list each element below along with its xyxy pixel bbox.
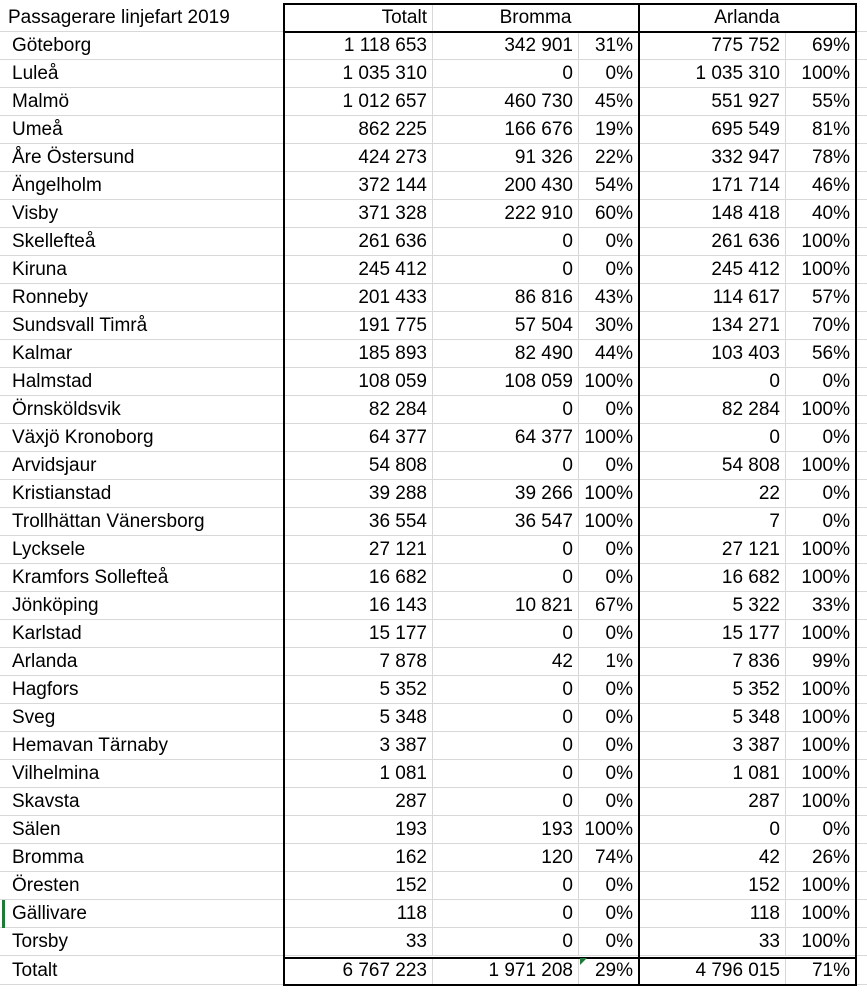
total-cell[interactable]: 36 554 bbox=[284, 508, 433, 536]
bromma-cell[interactable]: 0 bbox=[433, 704, 579, 732]
airport-name-cell[interactable]: Sälen bbox=[0, 816, 284, 844]
totals-bromma-cell[interactable]: 1 971 208 bbox=[433, 957, 579, 985]
bromma-pct-cell[interactable]: 0% bbox=[579, 732, 639, 760]
bromma-pct-cell[interactable]: 31% bbox=[579, 32, 639, 60]
total-cell[interactable]: 54 808 bbox=[284, 452, 433, 480]
total-cell[interactable]: 287 bbox=[284, 788, 433, 816]
table-row bbox=[0, 620, 867, 648]
empty-cell[interactable] bbox=[856, 844, 867, 872]
airport-name-cell[interactable]: Kiruna bbox=[0, 256, 284, 284]
total-cell[interactable]: 16 682 bbox=[284, 564, 433, 592]
totals-arlanda-pct-cell[interactable]: 71% bbox=[786, 957, 856, 985]
total-cell[interactable]: 27 121 bbox=[284, 536, 433, 564]
empty-cell[interactable] bbox=[856, 732, 867, 760]
airport-name-cell[interactable]: Öresten bbox=[0, 872, 284, 900]
total-cell[interactable]: 1 035 310 bbox=[284, 60, 433, 88]
arlanda-pct-cell[interactable]: 100% bbox=[786, 732, 856, 760]
total-cell[interactable]: 245 412 bbox=[284, 256, 433, 284]
table-row bbox=[0, 368, 867, 396]
empty-cell[interactable] bbox=[856, 396, 867, 424]
bromma-pct-cell[interactable]: 0% bbox=[579, 396, 639, 424]
arlanda-cell[interactable]: 0 bbox=[639, 368, 786, 396]
airport-name-cell[interactable]: Jönköping bbox=[0, 592, 284, 620]
total-cell[interactable]: 108 059 bbox=[284, 368, 433, 396]
arlanda-cell[interactable]: 261 636 bbox=[639, 228, 786, 256]
table-row bbox=[0, 284, 867, 312]
table-row bbox=[0, 508, 867, 536]
table-row bbox=[0, 228, 867, 256]
arlanda-cell[interactable]: 148 418 bbox=[639, 200, 786, 228]
bromma-cell[interactable]: 82 490 bbox=[433, 340, 579, 368]
bromma-cell[interactable]: 0 bbox=[433, 788, 579, 816]
bromma-cell[interactable]: 0 bbox=[433, 256, 579, 284]
arlanda-pct-cell[interactable]: 100% bbox=[786, 676, 856, 704]
bromma-cell[interactable]: 0 bbox=[433, 872, 579, 900]
totals-bottom-border bbox=[284, 984, 856, 986]
bromma-cell[interactable]: 108 059 bbox=[433, 368, 579, 396]
table-row bbox=[0, 32, 867, 60]
arlanda-pct-cell[interactable]: 100% bbox=[786, 620, 856, 648]
empty-cell[interactable] bbox=[856, 816, 867, 844]
arlanda-pct-cell[interactable]: 46% bbox=[786, 172, 856, 200]
empty-cell[interactable] bbox=[856, 368, 867, 396]
arlanda-pct-cell[interactable]: 100% bbox=[786, 872, 856, 900]
bromma-cell[interactable]: 0 bbox=[433, 536, 579, 564]
arlanda-pct-cell[interactable]: 99% bbox=[786, 648, 856, 676]
table-row bbox=[0, 424, 867, 452]
middle-border bbox=[638, 3, 640, 986]
bromma-cell[interactable]: 0 bbox=[433, 620, 579, 648]
bromma-pct-cell[interactable]: 22% bbox=[579, 144, 639, 172]
arlanda-pct-cell[interactable]: 100% bbox=[786, 788, 856, 816]
airport-name-cell[interactable]: Kristianstad bbox=[0, 480, 284, 508]
arlanda-cell[interactable]: 287 bbox=[639, 788, 786, 816]
empty-cell[interactable] bbox=[856, 648, 867, 676]
table-row bbox=[0, 88, 867, 116]
bromma-cell[interactable]: 91 326 bbox=[433, 144, 579, 172]
airport-name-cell[interactable]: Vilhelmina bbox=[0, 760, 284, 788]
arlanda-cell[interactable]: 0 bbox=[639, 816, 786, 844]
bromma-cell[interactable]: 39 266 bbox=[433, 480, 579, 508]
arlanda-cell[interactable]: 118 bbox=[639, 900, 786, 928]
arlanda-cell[interactable]: 3 387 bbox=[639, 732, 786, 760]
bromma-header-cell[interactable]: Bromma bbox=[433, 4, 639, 32]
arlanda-pct-cell[interactable]: 78% bbox=[786, 144, 856, 172]
arlanda-cell[interactable]: 16 682 bbox=[639, 564, 786, 592]
total-cell[interactable]: 5 348 bbox=[284, 704, 433, 732]
total-cell[interactable]: 261 636 bbox=[284, 228, 433, 256]
airport-name-cell[interactable]: Ängelholm bbox=[0, 172, 284, 200]
total-cell[interactable]: 15 177 bbox=[284, 620, 433, 648]
bromma-pct-cell[interactable]: 0% bbox=[579, 788, 639, 816]
airport-name-cell[interactable]: Umeå bbox=[0, 116, 284, 144]
airport-name-cell[interactable]: Skavsta bbox=[0, 788, 284, 816]
bromma-cell[interactable]: 0 bbox=[433, 228, 579, 256]
bromma-cell[interactable]: 0 bbox=[433, 900, 579, 928]
airport-name-cell[interactable]: Växjö Kronoborg bbox=[0, 424, 284, 452]
airport-name-cell[interactable]: Sveg bbox=[0, 704, 284, 732]
table-row bbox=[0, 340, 867, 368]
table-row bbox=[0, 144, 867, 172]
empty-cell[interactable] bbox=[856, 256, 867, 284]
bromma-pct-cell[interactable]: 54% bbox=[579, 172, 639, 200]
empty-cell[interactable] bbox=[856, 480, 867, 508]
empty-cell[interactable] bbox=[856, 424, 867, 452]
bromma-pct-cell[interactable]: 74% bbox=[579, 844, 639, 872]
table-row bbox=[0, 816, 867, 844]
bromma-pct-cell[interactable]: 0% bbox=[579, 256, 639, 284]
airport-name-cell[interactable]: Göteborg bbox=[0, 32, 284, 60]
table-row bbox=[0, 536, 867, 564]
left-border bbox=[283, 3, 285, 986]
bromma-pct-cell[interactable]: 0% bbox=[579, 928, 639, 956]
arlanda-pct-cell[interactable]: 100% bbox=[786, 704, 856, 732]
arlanda-pct-cell[interactable]: 0% bbox=[786, 480, 856, 508]
total-cell[interactable]: 1 012 657 bbox=[284, 88, 433, 116]
arlanda-cell[interactable]: 27 121 bbox=[639, 536, 786, 564]
total-cell[interactable]: 16 143 bbox=[284, 592, 433, 620]
arlanda-cell[interactable]: 245 412 bbox=[639, 256, 786, 284]
empty-cell[interactable] bbox=[856, 676, 867, 704]
empty-cell[interactable] bbox=[856, 200, 867, 228]
total-cell[interactable]: 372 144 bbox=[284, 172, 433, 200]
table-row bbox=[0, 116, 867, 144]
arlanda-cell[interactable]: 775 752 bbox=[639, 32, 786, 60]
airport-name-cell[interactable]: Malmö bbox=[0, 88, 284, 116]
total-cell[interactable]: 185 893 bbox=[284, 340, 433, 368]
airport-name-cell[interactable]: Ronneby bbox=[0, 284, 284, 312]
arlanda-cell[interactable]: 551 927 bbox=[639, 88, 786, 116]
bromma-pct-cell[interactable]: 0% bbox=[579, 676, 639, 704]
arlanda-pct-cell[interactable]: 0% bbox=[786, 508, 856, 536]
bromma-cell[interactable]: 42 bbox=[433, 648, 579, 676]
bromma-pct-cell[interactable]: 1% bbox=[579, 648, 639, 676]
empty-cell[interactable] bbox=[856, 60, 867, 88]
arlanda-cell[interactable]: 1 035 310 bbox=[639, 60, 786, 88]
total-cell[interactable]: 201 433 bbox=[284, 284, 433, 312]
totals-row bbox=[0, 957, 867, 985]
table-row bbox=[0, 256, 867, 284]
airport-name-cell[interactable]: Sundsvall Timrå bbox=[0, 312, 284, 340]
table-row bbox=[0, 704, 867, 732]
total-cell[interactable]: 862 225 bbox=[284, 116, 433, 144]
bromma-cell[interactable]: 0 bbox=[433, 60, 579, 88]
row-selection-marker bbox=[2, 900, 5, 928]
bromma-pct-cell[interactable]: 0% bbox=[579, 564, 639, 592]
arlanda-cell[interactable]: 0 bbox=[639, 424, 786, 452]
arlanda-pct-cell[interactable]: 100% bbox=[786, 564, 856, 592]
error-indicator-icon bbox=[580, 958, 587, 965]
bromma-cell[interactable]: 200 430 bbox=[433, 172, 579, 200]
arlanda-cell[interactable]: 33 bbox=[639, 928, 786, 956]
empty-cell[interactable] bbox=[856, 592, 867, 620]
table-row bbox=[0, 172, 867, 200]
arlanda-pct-cell[interactable]: 0% bbox=[786, 424, 856, 452]
bromma-pct-cell[interactable]: 0% bbox=[579, 228, 639, 256]
totals-top-border bbox=[284, 957, 856, 959]
empty-cell[interactable] bbox=[856, 928, 867, 956]
bromma-pct-cell[interactable]: 0% bbox=[579, 872, 639, 900]
bromma-pct-cell[interactable]: 100% bbox=[579, 368, 639, 396]
empty-cell[interactable] bbox=[856, 312, 867, 340]
arlanda-pct-cell[interactable]: 100% bbox=[786, 256, 856, 284]
bromma-pct-cell[interactable]: 43% bbox=[579, 284, 639, 312]
arlanda-pct-cell[interactable]: 55% bbox=[786, 88, 856, 116]
bromma-cell[interactable]: 0 bbox=[433, 564, 579, 592]
total-cell[interactable]: 152 bbox=[284, 872, 433, 900]
arlanda-pct-cell[interactable]: 100% bbox=[786, 452, 856, 480]
bromma-cell[interactable]: 57 504 bbox=[433, 312, 579, 340]
total-cell[interactable]: 1 081 bbox=[284, 760, 433, 788]
arlanda-cell[interactable]: 5 352 bbox=[639, 676, 786, 704]
airport-name-cell[interactable]: Skellefteå bbox=[0, 228, 284, 256]
bromma-pct-cell[interactable]: 30% bbox=[579, 312, 639, 340]
table-row bbox=[0, 900, 867, 928]
arlanda-cell[interactable]: 171 714 bbox=[639, 172, 786, 200]
total-cell[interactable]: 39 288 bbox=[284, 480, 433, 508]
empty-cell[interactable] bbox=[856, 900, 867, 928]
arlanda-cell[interactable]: 15 177 bbox=[639, 620, 786, 648]
bromma-pct-cell[interactable]: 0% bbox=[579, 536, 639, 564]
bromma-cell[interactable]: 86 816 bbox=[433, 284, 579, 312]
bromma-pct-cell[interactable]: 67% bbox=[579, 592, 639, 620]
airport-name-cell[interactable]: Hemavan Tärnaby bbox=[0, 732, 284, 760]
arlanda-cell[interactable]: 7 836 bbox=[639, 648, 786, 676]
bromma-cell[interactable]: 120 bbox=[433, 844, 579, 872]
arlanda-cell[interactable]: 103 403 bbox=[639, 340, 786, 368]
arlanda-pct-cell[interactable]: 26% bbox=[786, 844, 856, 872]
total-cell[interactable]: 5 352 bbox=[284, 676, 433, 704]
arlanda-pct-cell[interactable]: 40% bbox=[786, 200, 856, 228]
arlanda-pct-cell[interactable]: 0% bbox=[786, 368, 856, 396]
arlanda-pct-cell[interactable]: 100% bbox=[786, 60, 856, 88]
airport-name-cell[interactable]: Torsby bbox=[0, 928, 284, 956]
bromma-pct-cell[interactable]: 0% bbox=[579, 760, 639, 788]
arlanda-cell[interactable]: 7 bbox=[639, 508, 786, 536]
empty-cell[interactable] bbox=[856, 284, 867, 312]
total-cell[interactable]: 193 bbox=[284, 816, 433, 844]
table-row bbox=[0, 200, 867, 228]
bromma-pct-cell[interactable]: 19% bbox=[579, 116, 639, 144]
arlanda-cell[interactable]: 22 bbox=[639, 480, 786, 508]
table-row bbox=[0, 760, 867, 788]
table-row bbox=[0, 480, 867, 508]
arlanda-pct-cell[interactable]: 70% bbox=[786, 312, 856, 340]
empty-cell[interactable] bbox=[856, 340, 867, 368]
bromma-pct-cell[interactable]: 45% bbox=[579, 88, 639, 116]
arlanda-pct-cell[interactable]: 33% bbox=[786, 592, 856, 620]
total-cell[interactable]: 162 bbox=[284, 844, 433, 872]
airport-name-cell[interactable]: Hagfors bbox=[0, 676, 284, 704]
total-header-cell[interactable]: Totalt bbox=[284, 4, 433, 32]
bromma-pct-cell[interactable]: 0% bbox=[579, 60, 639, 88]
bromma-cell[interactable]: 460 730 bbox=[433, 88, 579, 116]
empty-cell[interactable] bbox=[856, 957, 867, 985]
header-top-border bbox=[284, 3, 856, 5]
total-cell[interactable]: 64 377 bbox=[284, 424, 433, 452]
airport-name-cell[interactable]: Bromma bbox=[0, 844, 284, 872]
empty-cell[interactable] bbox=[856, 228, 867, 256]
right-border bbox=[855, 3, 857, 986]
header-bottom-border bbox=[284, 31, 856, 33]
empty-cell[interactable] bbox=[856, 872, 867, 900]
arlanda-cell[interactable]: 114 617 bbox=[639, 284, 786, 312]
table-row bbox=[0, 592, 867, 620]
bromma-cell[interactable]: 222 910 bbox=[433, 200, 579, 228]
table-row bbox=[0, 312, 867, 340]
arlanda-pct-cell[interactable]: 81% bbox=[786, 116, 856, 144]
airport-name-cell[interactable]: Åre Östersund bbox=[0, 144, 284, 172]
airport-name-cell[interactable]: Karlstad bbox=[0, 620, 284, 648]
empty-cell[interactable] bbox=[856, 144, 867, 172]
empty-cell[interactable] bbox=[856, 4, 867, 32]
bromma-cell[interactable]: 64 377 bbox=[433, 424, 579, 452]
table-row bbox=[0, 648, 867, 676]
arlanda-pct-cell[interactable]: 100% bbox=[786, 396, 856, 424]
total-cell[interactable]: 3 387 bbox=[284, 732, 433, 760]
empty-cell[interactable] bbox=[856, 116, 867, 144]
bromma-pct-cell[interactable]: 100% bbox=[579, 508, 639, 536]
airport-name-cell[interactable]: Lycksele bbox=[0, 536, 284, 564]
table-row bbox=[0, 872, 867, 900]
table-row bbox=[0, 452, 867, 480]
bromma-cell[interactable]: 36 547 bbox=[433, 508, 579, 536]
bromma-pct-cell[interactable]: 0% bbox=[579, 452, 639, 480]
total-cell[interactable]: 191 775 bbox=[284, 312, 433, 340]
title-cell[interactable]: Passagerare linjefart 2019 bbox=[0, 4, 284, 32]
bromma-pct-cell[interactable]: 0% bbox=[579, 620, 639, 648]
airport-name-cell[interactable]: Gällivare bbox=[0, 900, 284, 928]
empty-cell[interactable] bbox=[856, 760, 867, 788]
arlanda-cell[interactable]: 1 081 bbox=[639, 760, 786, 788]
airport-name-cell[interactable]: Halmstad bbox=[0, 368, 284, 396]
bromma-cell[interactable]: 193 bbox=[433, 816, 579, 844]
bromma-cell[interactable]: 0 bbox=[433, 928, 579, 956]
airport-name-cell[interactable]: Arlanda bbox=[0, 648, 284, 676]
arlanda-pct-cell[interactable]: 69% bbox=[786, 32, 856, 60]
airport-name-cell[interactable]: Trollhättan Vänersborg bbox=[0, 508, 284, 536]
bromma-cell[interactable]: 0 bbox=[433, 396, 579, 424]
total-cell[interactable]: 118 bbox=[284, 900, 433, 928]
arlanda-pct-cell[interactable]: 0% bbox=[786, 816, 856, 844]
airport-name-cell[interactable]: Örnsköldsvik bbox=[0, 396, 284, 424]
bromma-pct-cell[interactable]: 0% bbox=[579, 704, 639, 732]
airport-name-cell[interactable]: Visby bbox=[0, 200, 284, 228]
empty-cell[interactable] bbox=[856, 452, 867, 480]
totals-arlanda-cell[interactable]: 4 796 015 bbox=[639, 957, 786, 985]
bromma-cell[interactable]: 0 bbox=[433, 760, 579, 788]
airport-name-cell[interactable]: Kramfors Sollefteå bbox=[0, 564, 284, 592]
bromma-pct-cell[interactable]: 100% bbox=[579, 424, 639, 452]
total-cell[interactable]: 1 118 653 bbox=[284, 32, 433, 60]
arlanda-header-cell[interactable]: Arlanda bbox=[639, 4, 856, 32]
empty-cell[interactable] bbox=[856, 508, 867, 536]
table-row bbox=[0, 732, 867, 760]
bromma-cell[interactable]: 342 901 bbox=[433, 32, 579, 60]
empty-cell[interactable] bbox=[856, 88, 867, 116]
arlanda-pct-cell[interactable]: 100% bbox=[786, 900, 856, 928]
bromma-cell[interactable]: 10 821 bbox=[433, 592, 579, 620]
empty-cell[interactable] bbox=[856, 788, 867, 816]
bromma-cell[interactable]: 166 676 bbox=[433, 116, 579, 144]
arlanda-pct-cell[interactable]: 100% bbox=[786, 536, 856, 564]
table-row bbox=[0, 788, 867, 816]
arlanda-pct-cell[interactable]: 100% bbox=[786, 760, 856, 788]
airport-name-cell[interactable]: Luleå bbox=[0, 60, 284, 88]
arlanda-pct-cell[interactable]: 100% bbox=[786, 928, 856, 956]
airport-name-cell[interactable]: Arvidsjaur bbox=[0, 452, 284, 480]
bromma-cell[interactable]: 0 bbox=[433, 732, 579, 760]
bromma-cell[interactable]: 0 bbox=[433, 676, 579, 704]
arlanda-cell[interactable]: 54 808 bbox=[639, 452, 786, 480]
table-row bbox=[0, 676, 867, 704]
total-cell[interactable]: 7 878 bbox=[284, 648, 433, 676]
empty-cell[interactable] bbox=[856, 620, 867, 648]
arlanda-cell[interactable]: 5 322 bbox=[639, 592, 786, 620]
table-row bbox=[0, 928, 867, 956]
table-row bbox=[0, 60, 867, 88]
bromma-pct-cell[interactable]: 100% bbox=[579, 816, 639, 844]
arlanda-cell[interactable]: 152 bbox=[639, 872, 786, 900]
empty-cell[interactable] bbox=[856, 564, 867, 592]
arlanda-pct-cell[interactable]: 57% bbox=[786, 284, 856, 312]
arlanda-pct-cell[interactable]: 56% bbox=[786, 340, 856, 368]
total-cell[interactable]: 424 273 bbox=[284, 144, 433, 172]
total-cell[interactable]: 33 bbox=[284, 928, 433, 956]
arlanda-cell[interactable]: 82 284 bbox=[639, 396, 786, 424]
empty-cell[interactable] bbox=[856, 536, 867, 564]
totals-label-cell[interactable]: Totalt bbox=[0, 957, 284, 985]
arlanda-cell[interactable]: 332 947 bbox=[639, 144, 786, 172]
empty-cell[interactable] bbox=[856, 172, 867, 200]
empty-cell[interactable] bbox=[856, 32, 867, 60]
bromma-cell[interactable]: 0 bbox=[433, 452, 579, 480]
arlanda-cell[interactable]: 134 271 bbox=[639, 312, 786, 340]
header-row bbox=[0, 4, 867, 32]
arlanda-pct-cell[interactable]: 100% bbox=[786, 228, 856, 256]
bromma-pct-cell[interactable]: 0% bbox=[579, 900, 639, 928]
total-cell[interactable]: 371 328 bbox=[284, 200, 433, 228]
total-cell[interactable]: 82 284 bbox=[284, 396, 433, 424]
table-row bbox=[0, 564, 867, 592]
bromma-pct-cell[interactable]: 100% bbox=[579, 480, 639, 508]
table-row bbox=[0, 844, 867, 872]
bromma-pct-cell[interactable]: 60% bbox=[579, 200, 639, 228]
totals-total-cell[interactable]: 6 767 223 bbox=[284, 957, 433, 985]
arlanda-cell[interactable]: 5 348 bbox=[639, 704, 786, 732]
arlanda-cell[interactable]: 42 bbox=[639, 844, 786, 872]
bromma-pct-cell[interactable]: 44% bbox=[579, 340, 639, 368]
airport-name-cell[interactable]: Kalmar bbox=[0, 340, 284, 368]
table-row bbox=[0, 396, 867, 424]
arlanda-cell[interactable]: 695 549 bbox=[639, 116, 786, 144]
empty-cell[interactable] bbox=[856, 704, 867, 732]
totals-bromma-pct-cell[interactable]: 29% bbox=[579, 957, 639, 985]
